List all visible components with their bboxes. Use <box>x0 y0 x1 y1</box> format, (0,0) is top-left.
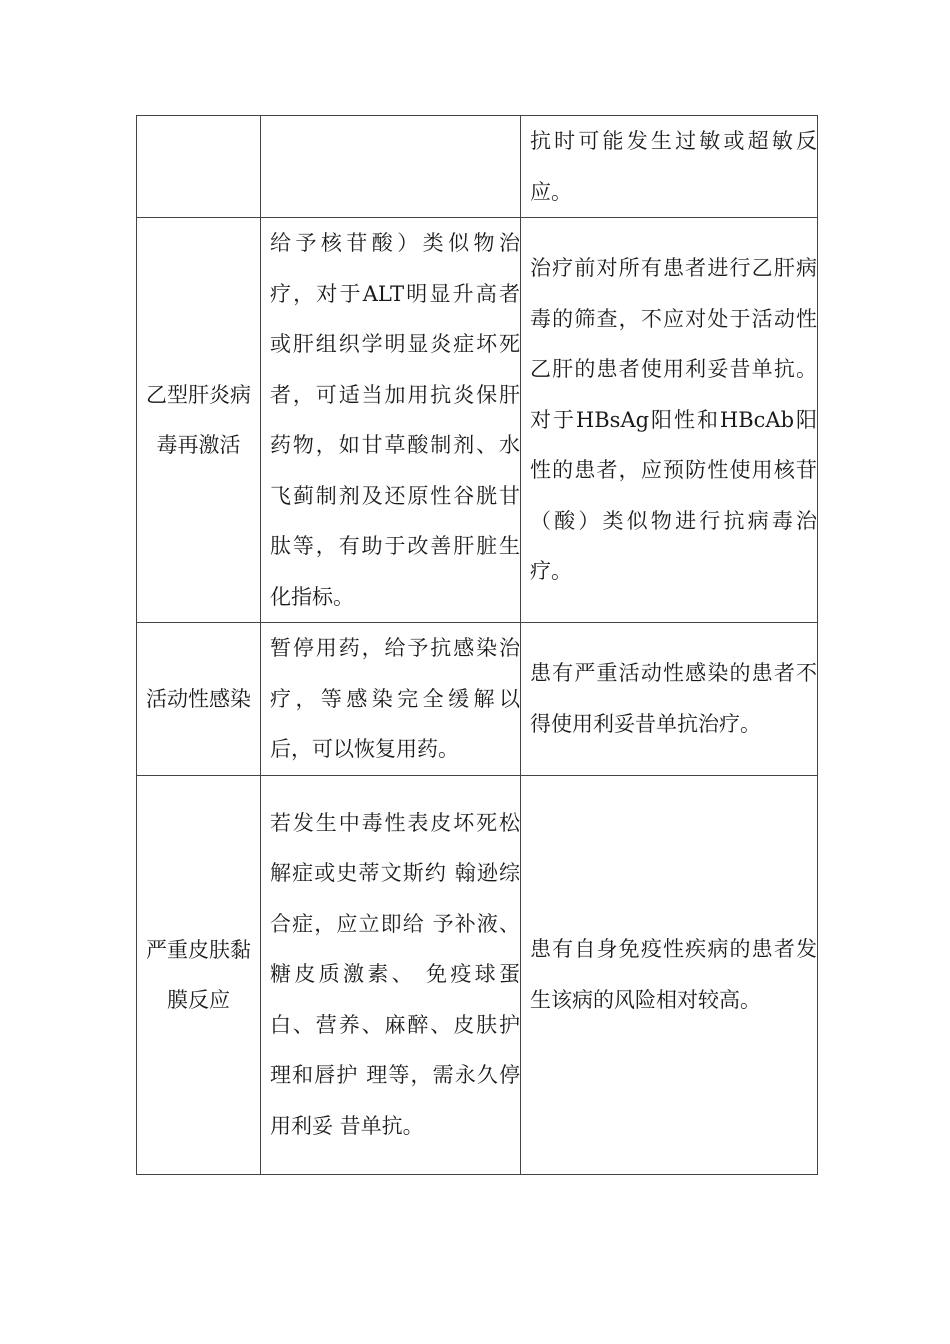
reaction-name-cell <box>137 775 261 1174</box>
table-row <box>137 218 818 623</box>
note-cell <box>521 623 818 776</box>
treatment-cell <box>261 623 521 776</box>
treatment-text: 给予核苷酸）类似物治疗，对于ALT明显升高者或肝组织学明显炎症坏死者，可适当加用抗炎保肝药物，如甘草酸制剂、水飞蓟制剂及还原性谷胱甘肽等，有助于改善肝脏生化指标。 <box>270 231 520 609</box>
reaction-name-cell <box>137 218 261 623</box>
reaction-name: 活动性感染 <box>146 686 251 711</box>
treatment-text: 暂停用药，给予抗感染治疗，等感染完全缓解以后，可以恢复用药。 <box>270 636 520 761</box>
adverse-reaction-table <box>136 115 818 1175</box>
note-text: 抗时可能发生过敏或超敏反应。 <box>530 129 817 204</box>
note-text: 患有自身免疫性疾病的患者发生该病的风险相对较高。 <box>530 937 817 1012</box>
table-row <box>137 775 818 1174</box>
treatment-cell <box>261 218 521 623</box>
reaction-name-cell <box>137 116 261 218</box>
reaction-name-cell <box>137 623 261 776</box>
note-cell <box>521 775 818 1174</box>
note-text: 治疗前对所有患者进行乙肝病毒的筛查，不应对处于活动性乙肝的患者使用利妥昔单抗。对于HBsAg阳性和HBcAb阳性的患者，应预防性使用核苷（酸）类似物进行抗病毒治疗。 <box>530 256 817 584</box>
note-cell <box>521 116 818 218</box>
reaction-name: 严重皮肤黏膜反应 <box>146 937 251 1012</box>
table-row <box>137 623 818 776</box>
treatment-cell <box>261 775 521 1174</box>
table-row <box>137 116 818 218</box>
treatment-text: 若发生中毒性表皮坏死松解症或史蒂文斯约 翰逊综合症，应立即给 予补液、糖皮质激素、 免疫球蛋白、营养、麻醉、皮肤护理和唇护 理等，需永久停用利妥 昔单抗。 <box>270 810 520 1138</box>
note-text: 患有严重活动性感染的患者不得使用利妥昔单抗治疗。 <box>530 661 817 736</box>
reaction-name: 乙型肝炎病毒再激活 <box>146 383 251 457</box>
note-cell <box>521 218 818 623</box>
treatment-cell <box>261 116 521 218</box>
